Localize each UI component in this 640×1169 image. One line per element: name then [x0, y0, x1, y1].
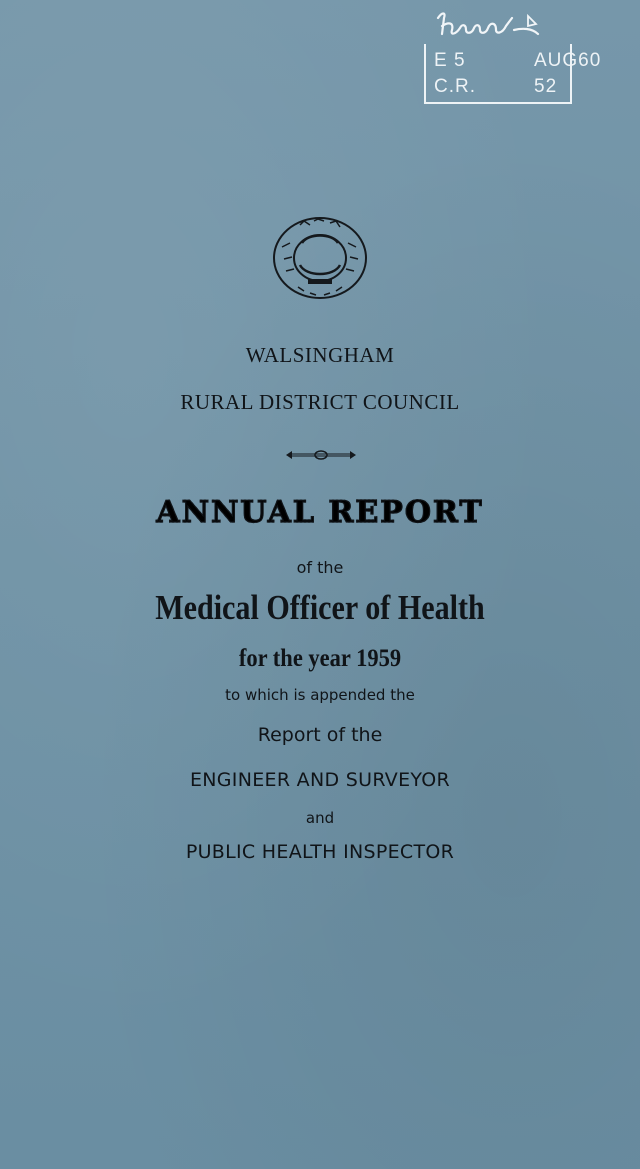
report-of-text: Report of the: [257, 724, 383, 746]
ornamental-divider-icon: [284, 449, 358, 461]
council-type: RURAL DISTRICT COUNCIL: [180, 390, 460, 414]
and-text: and: [305, 809, 335, 827]
stamp-number: 52: [534, 76, 558, 97]
stamp-class: C.R.: [434, 76, 476, 97]
council-seal-icon: [270, 213, 370, 303]
appended-text: to which is appended the: [225, 686, 415, 704]
report-year: for the year 1959: [238, 645, 402, 672]
annual-report-title: [0, 495, 640, 530]
stamp-line-1: [434, 50, 601, 72]
library-stamp: [424, 8, 602, 100]
inspector-title: PUBLIC HEALTH INSPECTOR: [185, 841, 455, 863]
council-name: WALSINGHAM: [245, 343, 395, 367]
of-the-text: of the: [296, 558, 344, 577]
officer-title: Medical Officer of Health: [155, 588, 485, 627]
stamp-date: AUG60: [534, 50, 602, 71]
stamp-code: E 5: [434, 50, 466, 71]
stamp-line-2: [434, 76, 558, 98]
handwritten-signature-icon: [432, 4, 542, 44]
annual-report-text: ANNUAL REPORT: [156, 495, 484, 530]
engineer-title: ENGINEER AND SURVEYOR: [189, 769, 451, 791]
